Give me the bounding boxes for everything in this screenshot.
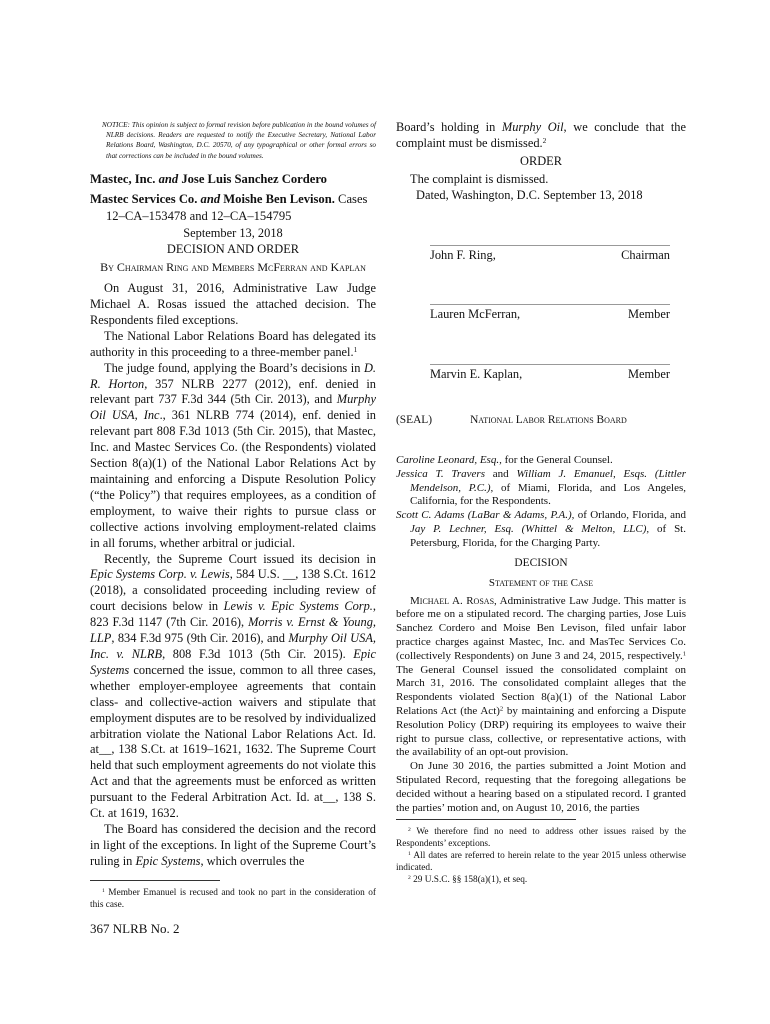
order-heading: ORDER [520,153,562,168]
counsel-text: for the General Counsel. [501,454,613,466]
panel-line: By Chairman Ring and Members McFerran and Kaplan [100,260,366,275]
paragraph [396,120,686,152]
footnotes [396,826,686,886]
signature-line [430,245,670,246]
paragraph-text: The Board has considered the decision and the record in light of the exceptions. In light of the Supreme Court’s ruling in [90,821,376,868]
footnote-ref: 1 [682,650,686,658]
paragraph: On June 30 2016, the parties submitted a Joint Motion and Stipulated Record, requesting that the foregoing allegations be decided without a hearing based on a stipulated record. I granted the parties’ motion and, on August 10, 2016, the parties [396,760,686,814]
left-body [90,281,376,870]
party-name: Jose Luis Sanchez Cordero [181,171,327,186]
paragraph-text: Recently, the Supreme Court issued its decision in [104,551,376,566]
counsel-text: of Miami, Florida, and Los Angeles, California, for the Respondents. [410,481,686,508]
caption-line-1 [90,171,376,188]
judge-name: Michael A. Rosas [410,594,495,607]
signature-line [430,304,670,305]
paragraph-text: , 808 F.3d 1013 (5th Cir. 2015). [162,646,354,661]
caption-and: and [158,171,179,186]
caption-line-2 [90,191,376,224]
caption-and: and [200,192,221,207]
footnote-text: 29 U.S.C. §§ 158(a)(1), et seq. [413,875,528,886]
footnote-number: 2 [408,827,411,834]
seal-row [396,414,686,426]
signer-title: Chairman [621,248,670,262]
footnote-text: All dates are referred to herein relate to the year 2015 unless otherwise indicated. [396,851,686,874]
footnote-number: 1 [102,887,105,894]
paragraph-text: , 823 F.3d 1147 (7th Cir. 2016), [90,599,376,630]
footnote-divider [90,880,220,881]
case-name: Murphy Oil [501,120,564,134]
paragraph-text: , 357 NLRB 2277 (2012), enf. denied in relevant part 737 F.3d 344 (5th Cir. 2013), and [90,376,376,407]
footnote-text: Member Emanuel is recused and took no part in the consideration of this case. [90,887,376,910]
paragraph-text: , 584 U.S. __, 138 S.Ct. 1612 (2018), a consolidated proceeding including review of court decisions below in [90,567,376,614]
case-name: Murphy Oil USA, Inc [90,392,376,423]
party-name: Moishe Ben Levison. [223,192,335,207]
paragraph-text: The General Counsel issued the consolidated complaint on March 31, 2016. The consolidated complaint alleges that the Respondents violated Section 8(a)(1) of the National Labor Relations Act (the Act) [396,663,686,717]
footnote-text: We therefore find no need to address other issues raised by the Respondents’ exceptions. [396,827,686,850]
signer-name: Marvin E. Kaplan, [430,367,523,381]
counsel-name: Caroline Leonard, Esq., [396,454,502,466]
footnote-ref: 2 [542,135,547,145]
right-column-lower [396,414,686,886]
signature-block [430,304,670,322]
footnote [396,874,686,886]
footnote-ref: 1 [353,344,358,354]
paragraph: On August 31, 2016, Administrative Law Judge Michael A. Rosas issued the attached decision. The Respondents filed exceptions. [90,281,376,327]
signature-line [430,364,670,365]
paragraph-text: The judge found, applying the Board’s decisions in [104,360,364,375]
paragraph-text: Board’s holding in [396,120,502,134]
case-name: Epic Systems [90,646,376,677]
paragraph-text: The National Labor Relations Board has delegated its authority in this proceeding to a three-member panel. [90,328,376,359]
case-caption [90,171,376,225]
paragraph-text: , which overrules the [200,853,305,868]
paragraph-text: , Administrative Law Judge. This matter is before me on a stipulated record. The charging parties, Jose Luis Sanchez Cordero and Moise Ben Levison, filed unfair labor practice charges against Mastec, Inc. and MasTec Services Co. (collectively Respondents) on June 3 and 24, 2015, respectively. [396,594,686,662]
decision-title: DECISION AND ORDER [166,242,300,257]
counsel-list [396,454,686,551]
signer-name: John F. Ring, [430,248,496,262]
case-name: Epic Systems [135,853,201,868]
party-name: Mastec Services Co. [90,192,198,207]
counsel-name: Jessica T. Travers [396,467,485,480]
counsel-text: and [485,467,517,480]
page-footer: 367 NLRB No. 2 [90,921,180,936]
paragraph-text: , we conclude that the complaint must be dismissed. [396,120,686,150]
paragraph [90,361,376,552]
paragraph-text: by maintaining and enforcing a Dispute Resolution Policy (DRP) requiring its employees to waive their right to pursue class, collective, or representative actions, with the availability of an opt-out provision. [396,704,686,759]
counsel-entry [396,509,686,550]
signature-block [430,245,670,263]
decision-heading: DECISION [514,556,568,569]
counsel-name: William J. Emanuel, Esqs. (Littler Mendelson, P.C.), [410,467,686,494]
publication-notice: NOTICE: This opinion is subject to formal revision before publication in the bound volumes of NLRB decisions. Readers are requested to notify the Executive Secretary, National Labor Relations Board, Washington, D.C. 20570, of any typographical or other formal errors so that corrections can be included in the bound volumes. [102,121,376,160]
case-name: Lewis v. Epic Systems Corp. [223,599,373,614]
judge-decision-body [396,595,686,816]
signer-name: Lauren McFerran, [430,307,521,321]
footnote-divider [396,819,576,820]
paragraph [90,552,376,822]
board-name: National Labor Relations Board [470,414,627,426]
left-column [90,120,376,911]
counsel-entry [396,468,686,509]
footnote-number: 2 [408,875,411,882]
counsel-text: of St. Petersburg, Florida, for the Charging Party. [410,522,686,549]
footnote [396,850,686,874]
signature-row [430,307,670,322]
right-column [396,120,686,204]
case-name: Morris v. Ernst & Young, LLP [90,615,376,646]
counsel-entry [396,454,686,468]
footnote [90,887,376,911]
seal-label: (SEAL) [396,414,433,426]
dated-line: Dated, Washington, D.C. September 13, 2018 [416,187,643,202]
case-name: D. R. Horton [90,360,376,391]
paragraph-text: ., 361 NLRB 774 (2014), enf. denied in relevant part 808 F.3d 1013 (5th Cir. 2015), that Mastec, Inc. and Mastec Services Co. (the Respondents) violated Section 8(a)(1) of the National Labor Relations Act by maintaining and enforcing a Dispute Resolution Policy (“the Policy”) that requires employees, as a condition of employment, to waive their rights to pursue class or collective actions involving employment-related claims in all forums, whether arbitral or judicial. [90,408,376,550]
signature-block [430,364,670,382]
footnote [396,826,686,850]
footnote-ref: 2 [499,705,504,713]
footnote-number: 1 [408,851,411,858]
paragraph-text: concerned the issue, common to all three cases, whether employer-employee agreements that contain class- and collective-action waivers and stipulate that employment disputes are to be resolved by individualized arbitration violate the National Labor Relations Act. Id. at__, 138 S.Ct. at 1619–1621, 1632. The Supreme Court held that such employment agreements do not violate this Act and that the agreements must be enforced as written pursuant to the Federal Arbitration Act. Id. at__, 138 S. Ct. at 1619, 1632. [90,662,376,821]
case-numbers: Cases 12–CA–153478 and 12–CA–154795 [106,192,368,223]
signer-title: Member [628,367,670,381]
counsel-name: Scott C. Adams (LaBar & Adams, P.A.), [396,509,575,522]
signature-row [430,367,670,382]
counsel-name: Jay P. Lechner, Esq. (Whittel & Melton, LLC), [410,522,650,535]
case-name: Murphy Oil USA, Inc. v. NLRB [90,631,376,661]
decision-date: September 13, 2018 [183,226,283,241]
signer-title: Member [628,307,670,321]
order-text: The complaint is dismissed. [410,171,549,186]
counsel-text: of Orlando, Florida, and [574,509,687,522]
case-name: Epic Systems Corp. v. Lewis [90,567,230,582]
paragraph [90,329,376,361]
paragraph-text: , 834 F.3d 975 (9th Cir. 2016), and [111,631,289,646]
statement-heading: Statement of the Case [488,576,594,589]
signature-row [430,248,670,263]
paragraph [90,822,376,870]
paragraph [396,595,686,761]
party-name: Mastec, Inc. [90,171,156,186]
